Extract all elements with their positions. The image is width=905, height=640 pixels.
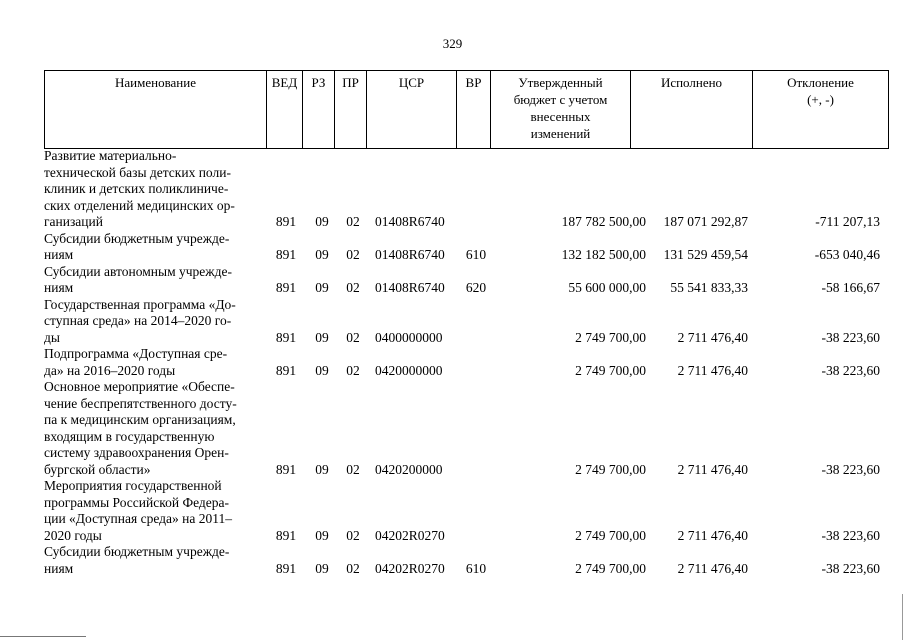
row-deviation: -58 166,67: [821, 280, 880, 295]
row-rz: 09: [315, 461, 329, 477]
row-rz: 09: [315, 329, 329, 345]
table-row: [44, 148, 888, 231]
row-ved: 891: [275, 214, 297, 229]
row-pr: 02: [346, 280, 360, 295]
header-vr: ВР: [457, 71, 491, 149]
row-executed: 131 529 459,54: [663, 247, 748, 262]
row-pr: 02: [346, 560, 360, 576]
table-row: [44, 231, 888, 264]
row-name: Государственная программа «До- ступная среда» на 2014–2020 го- ды: [44, 296, 236, 345]
row-ved: 891: [275, 461, 297, 477]
row-rz: 09: [315, 560, 329, 576]
row-ved: 891: [275, 247, 297, 262]
row-csr: 0400000000: [375, 329, 443, 345]
header-executed: Исполнено: [631, 71, 753, 149]
row-budget: 2 749 700,00: [575, 461, 646, 477]
header-rz: РЗ: [303, 71, 335, 149]
page-number: 329: [442, 36, 463, 51]
table-row: [44, 478, 888, 544]
row-name: Субсидии автономным учрежде- ниям: [44, 263, 232, 295]
row-pr: 02: [346, 362, 360, 378]
footer-rule: [0, 636, 86, 637]
table-row: [44, 346, 888, 379]
row-ved: 891: [275, 362, 297, 378]
row-name: Субсидии бюджетным учрежде- ниям: [44, 544, 230, 576]
row-pr: 02: [346, 527, 360, 543]
header-deviation: Отклонение (+, -): [753, 71, 889, 149]
header-budget: Утвержденный бюджет с учетом внесенных изменений: [491, 71, 631, 149]
row-rz: 09: [315, 362, 329, 378]
row-deviation: -38 223,60: [821, 560, 880, 576]
row-name: Субсидии бюджетным учрежде- ниям: [44, 230, 230, 262]
row-rz: 09: [315, 247, 329, 262]
row-budget: 2 749 700,00: [575, 362, 646, 378]
row-csr: 04202R0270: [375, 560, 445, 576]
row-deviation: -38 223,60: [821, 461, 880, 477]
row-ved: 891: [275, 527, 297, 543]
row-deviation: -653 040,46: [814, 247, 880, 262]
row-rz: 09: [315, 280, 329, 295]
row-csr: 04202R0270: [375, 527, 445, 543]
row-name: Развитие материально- технической базы детских поли- клиник и детских поликлиниче- ских отделений медицинских ор- ганизаций: [44, 148, 235, 229]
row-budget: 2 749 700,00: [575, 560, 646, 576]
row-deviation: -38 223,60: [821, 329, 880, 345]
row-executed: 2 711 476,40: [677, 329, 748, 345]
row-budget: 2 749 700,00: [575, 329, 646, 345]
table-row: [44, 379, 888, 478]
row-pr: 02: [346, 214, 360, 229]
row-vr: 610: [465, 560, 487, 576]
row-csr: 01408R6740: [375, 280, 445, 295]
row-deviation: -711 207,13: [815, 214, 880, 229]
header-name: Наименование: [45, 71, 267, 149]
row-deviation: -38 223,60: [821, 362, 880, 378]
table-row: [44, 297, 888, 347]
header-csr: ЦСР: [367, 71, 457, 149]
table-body: [44, 148, 888, 577]
row-csr: 01408R6740: [375, 247, 445, 262]
row-executed: 2 711 476,40: [677, 527, 748, 543]
row-budget: 187 782 500,00: [561, 214, 646, 229]
row-rz: 09: [315, 527, 329, 543]
row-executed: 2 711 476,40: [677, 461, 748, 477]
row-name: Мероприятия государственной программы Российской Федера- ции «Доступная среда» на 2011– 2020 годы: [44, 478, 232, 543]
row-budget: 55 600 000,00: [568, 280, 646, 295]
row-executed: 55 541 833,33: [670, 280, 748, 295]
row-pr: 02: [346, 461, 360, 477]
row-executed: 2 711 476,40: [677, 560, 748, 576]
row-budget: 2 749 700,00: [575, 527, 646, 543]
row-pr: 02: [346, 329, 360, 345]
row-deviation: -38 223,60: [821, 527, 880, 543]
row-pr: 02: [346, 247, 360, 262]
page-edge-rule: [902, 594, 903, 640]
row-csr: 01408R6740: [375, 214, 445, 229]
row-vr: 620: [465, 280, 487, 295]
row-budget: 132 182 500,00: [561, 247, 646, 262]
row-executed: 187 071 292,87: [663, 214, 748, 229]
row-ved: 891: [275, 560, 297, 576]
row-csr: 0420000000: [375, 362, 443, 378]
header-ved: ВЕД: [267, 71, 303, 149]
table-row: [44, 544, 888, 577]
row-csr: 0420200000: [375, 461, 443, 477]
header-pr: ПР: [335, 71, 367, 149]
row-ved: 891: [275, 329, 297, 345]
row-name: Основное мероприятие «Обеспе- чение беспрепятственного досту- па к медицинским организациям, входящим в государственную систему здравоохранения Орен- бургской области»: [44, 379, 237, 477]
row-executed: 2 711 476,40: [677, 362, 748, 378]
row-ved: 891: [275, 280, 297, 295]
row-rz: 09: [315, 214, 329, 229]
table-header: [44, 70, 889, 149]
row-vr: 610: [465, 247, 487, 262]
row-name: Подпрограмма «Доступная сре- да» на 2016–2020 годы: [44, 346, 228, 378]
table-row: [44, 264, 888, 297]
